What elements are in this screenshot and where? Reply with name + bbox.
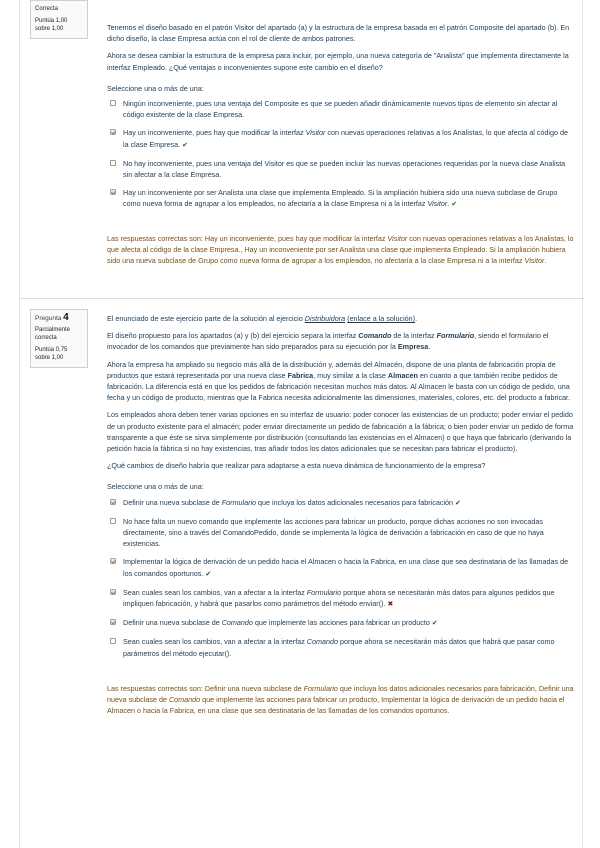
question-text-p4: Los empleados ahora deben tener varias opciones en su interfaz de usuario: poder conocer las existencias de un producto; poder enviar el pedido de un producto existente para el almacén; poder enviar directamente un pedido de fabricación a la fábrica; o bien poder enviar un pedido de forma transparente a que éste se sirva simplemente por distribución (consultando las existencias en el Almacen) o que haya que fabricarlo (derivando la petición hacia la fábrica si no hay existencias, tras añadir todos los datos adicionales que se necesitan para fabricar el producto). [107, 410, 574, 454]
quiz-review-page [19, 0, 583, 848]
answer-option[interactable] [110, 497, 575, 509]
answer-option[interactable] [110, 158, 575, 180]
question-state: Correcta [35, 6, 59, 12]
select-label: Seleccione una o más de una: [107, 482, 204, 492]
answer-text: Sean cuales sean los cambios, van a afectar a la interfaz Comando porque ahora se necesitarán más datos que habrá que pasar como parámetros del método ejecutar(). [123, 637, 555, 658]
correct-answer-feedback: Las respuestas correctas son: Hay un inconveniente, pues hay que modificar la interfaz Visitor con nuevas operaciones relativas a los Analistas, lo que afecta al código de la clase Empresa., Hay un inconveniente por ser Analista una clase que implementa Empleado. Si la ampliación hubiera sido una nueva subclase de Grupo como nueva forma de agrupar a los empleados, no afectaría a la clase Empresa ni a la interfaz Visitor. [107, 233, 574, 266]
question-text-p1: Tenemos el diseño basado en el patrón Visitor del apartado (a) y la estructura de la empresa basada en el patrón Composite del apartado (b). En dicho diseño, la clase Empresa actúa con el rol de cliente de ambos patrones. [107, 23, 570, 44]
answer-checkbox[interactable] [110, 638, 116, 644]
question-label: Pregunta [35, 315, 62, 322]
question-text-p3: Ahora la empresa ha ampliado su negocio más allá de la distribución y, además del Almacén, dispone de una planta de fabricación propia de productos que estará representada por una nueva clase Fabrica, muy similar a la clase Almacen en cuanto a que también recibe pedidos de fabricación. La diferencia está en que los pedidos de fabricación necesitan muchos más datos. Al Almacen le basta con un código de pedido, una fecha y un código de producto, mientras que la Fabrica necesita adicionalmente las dimensiones, materiales, colores, etc. del producto a fabricar. [107, 359, 571, 403]
question-content-q4 [107, 313, 575, 716]
question-info-box-q4 [30, 309, 88, 368]
answer-text: Ningún inconveniente, pues una ventaja del Composite es que se pueden añadir dinámicamente nuevos tipos de elemento sin afectar al código existente de la clase Empresa. [123, 99, 558, 120]
correct-answer-feedback: Las respuestas correctas son: Definir una nueva subclase de Formulario que incluya los datos adicionales necesarios para fabricación, Definir una nueva subclase de Comando que implemente las acciones para fabricar un producto, Implementar la lógica de derivación de un pedido hacia el Almacen o hacia la Fabrica, en una clase que sea destinataria de las llamadas de los comandos oportunos. [107, 683, 574, 716]
answer-text: No hace falta un nuevo comando que implemente las acciones para fabricar un producto, porque dichas acciones no son invocadas directamente, sino a través del ComandoPedido, donde se implementa la lógica de derivación a fabricación en caso de que no haya existencias. [123, 516, 544, 549]
correct-check-icon: ✔ [451, 201, 458, 209]
answer-option[interactable] [110, 556, 575, 579]
solution-link[interactable]: (enlace a la solución) [347, 314, 416, 323]
question-content-q3 [107, 22, 575, 266]
answer-checkbox[interactable] [110, 160, 116, 166]
answer-option[interactable] [110, 98, 575, 120]
select-label: Seleccione una o más de una: [107, 83, 204, 93]
question-text-p2: Ahora se desea cambiar la estructura de la empresa para incluir, por ejemplo, una nueva categoría de "Analista" que implementa directamente la interfaz Empleado. ¿Qué ventajas o inconvenientes supone este cambio en el diseño? [107, 51, 569, 72]
question-state: Parcialmente correcta [35, 327, 71, 341]
answer-option[interactable] [110, 516, 575, 550]
answer-text: Definir una nueva subclase de Comando que implemente las acciones para fabricar un producto ✔ [123, 617, 575, 629]
answer-checkbox[interactable] [110, 518, 116, 524]
answer-option[interactable] [110, 127, 575, 150]
distribuidora-link[interactable]: Distribuidora [304, 314, 346, 323]
answer-option[interactable] [110, 636, 575, 658]
answer-text: Definir una nueva subclase de Formulario que incluya los datos adicionales necesarios para fabricación ✔ [123, 497, 575, 509]
question-number: 4 [63, 312, 69, 323]
answer-text: Hay un inconveniente, pues hay que modificar la interfaz Visitor con nuevas operaciones relativas a los Analistas, lo que afecta al código de la clase Empresa. ✔ [123, 127, 575, 150]
question-text-p2: El diseño propuesto para los apartados (a) y (b) del ejercicio separa la interfaz Comando de la interfaz Formulario, siendo el formulario el invocador de los comandos que previamente han sido preparados para su ejecución por la Empresa. [107, 331, 549, 352]
question-text-p5: ¿Qué cambios de diseño habría que realizar para adaptarse a esta nueva dinámica de funcionamiento de la empresa? [107, 461, 486, 471]
answer-text: No hay inconveniente, pues una ventaja del Visitor es que se pueden incluir las nuevas operaciones requeridas por la nueva clase Analista sin afectar a la clase Empresa. [123, 158, 566, 180]
question-text-p1: El enunciado de este ejercicio parte de la solución al ejercicio Distribuidora (enlace a la solución). [107, 314, 418, 323]
answer-checkbox[interactable] [110, 100, 116, 106]
answer-option[interactable] [110, 617, 575, 629]
answer-option[interactable] [110, 587, 575, 610]
incorrect-cross-icon: ✖ [387, 601, 394, 609]
answer-checkbox[interactable] [110, 558, 116, 564]
answer-checkbox[interactable] [110, 189, 116, 195]
answer-text: Hay un inconveniente por ser Analista una clase que implementa Empleado. Si la ampliación hubiera sido una nueva subclase de Grupo como nueva forma de agrupar a los empleados, no afectaría a la clase Empresa ni a la interfaz Visitor. ✔ [123, 187, 575, 210]
question-info-box-q3 [30, 0, 88, 39]
correct-check-icon: ✔ [182, 141, 188, 149]
correct-check-icon: ✔ [455, 499, 461, 507]
answer-checkbox[interactable] [110, 619, 116, 625]
answer-checkbox[interactable] [110, 129, 116, 135]
answer-checkbox[interactable] [110, 589, 116, 595]
correct-check-icon: ✔ [205, 570, 212, 578]
question-divider [20, 298, 584, 299]
correct-check-icon: ✔ [431, 620, 438, 628]
question-mark: Puntúa 0,75 sobre 1,00 [35, 347, 68, 361]
question-mark: Puntúa 1,00 sobre 1,00 [35, 18, 68, 32]
answer-text: Implementar la lógica de derivación de un pedido hacia el Almacen o hacia la Fabrica, en una clase que sea destinataria de las llamadas de los comandos oportunos. ✔ [123, 556, 575, 579]
answer-option[interactable] [110, 187, 575, 210]
answer-checkbox[interactable] [110, 499, 116, 505]
answer-text: Sean cuales sean los cambios, van a afectar a la interfaz Formulario porque ahora se necesitarán más datos para algunos pedidos que impliquen fabricación, y habrá que pasarlos como parámetros del método enviar(). ✖ [123, 587, 575, 610]
